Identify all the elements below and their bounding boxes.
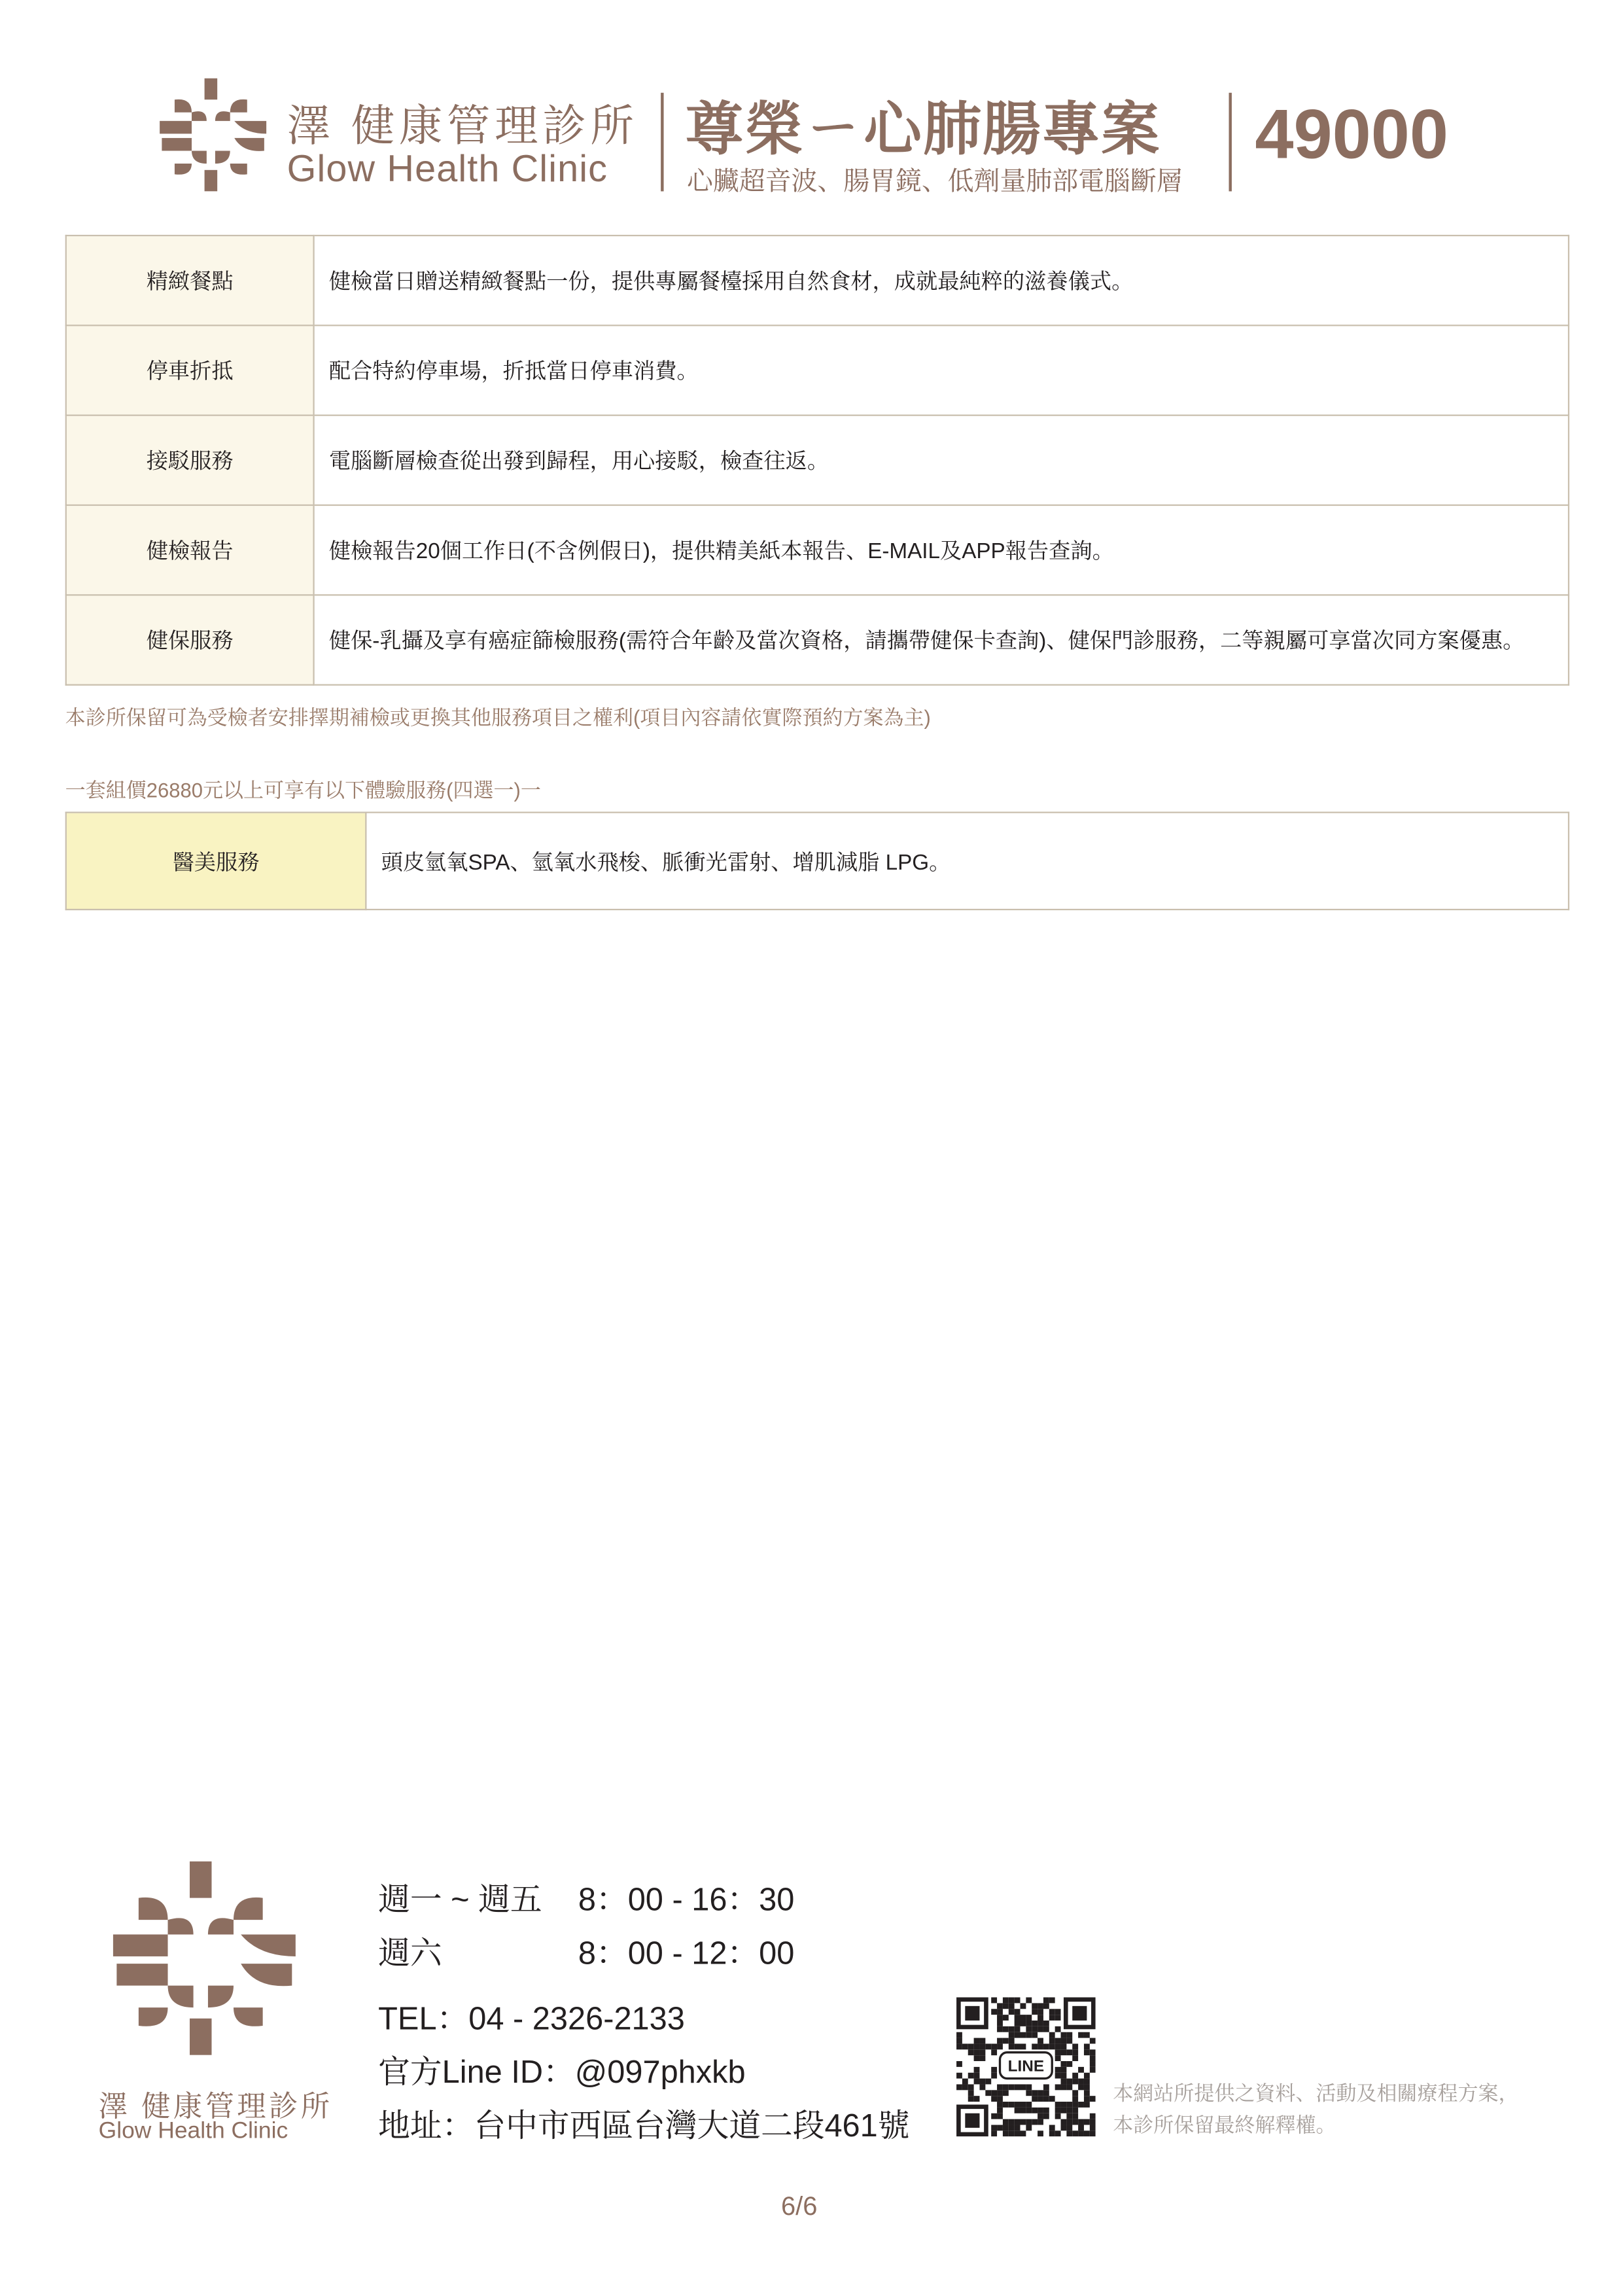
glow-clinic-logo-icon	[113, 1858, 296, 2058]
service-description: 健保-乳攝及享有癌症篩檢服務(需符合年齡及當次資格，請攜帶健保卡查詢)、健保門診服務，二等親屬可享當次同方案優惠。	[314, 595, 1569, 684]
service-label: 健檢報告	[66, 505, 314, 595]
footer-clinic-name-en: Glow Health Clinic	[98, 2119, 288, 2144]
table-row	[66, 325, 1569, 415]
table-row	[66, 236, 1569, 325]
clinic-name-en: Glow Health Clinic	[287, 146, 608, 190]
service-description: 頭皮氫氧SPA、氫氧水飛梭、脈衝光雷射、增肌減脂 LPG。	[366, 813, 1569, 910]
service-description: 健檢當日贈送精緻餐點一份，提供專屬餐檯採用自然食材，成就最純粹的滋養儀式。	[314, 236, 1569, 325]
line-qr-code-icon[interactable]	[956, 1998, 1096, 2137]
clinic-address: 地址：台中市西區台灣大道二段461號	[378, 2107, 910, 2144]
hours-time-weekday: 8：00 - 16：30	[578, 1881, 795, 1918]
table-row	[66, 595, 1569, 684]
service-description: 電腦斷層檢查從出發到歸程，用心接駁，檢查往返。	[314, 415, 1569, 505]
page-number: 6/6	[780, 2191, 818, 2221]
service-description: 健檢報告20個工作日(不含例假日)，提供精美紙本報告、E-MAIL及APP報告查詢。	[314, 505, 1569, 595]
service-label: 醫美服務	[66, 813, 366, 910]
plan-price: 49000	[1255, 97, 1449, 174]
service-label: 接駁服務	[66, 415, 314, 505]
service-label: 精緻餐點	[66, 236, 314, 325]
header-divider	[661, 93, 663, 192]
footer-clinic-name-zh: 澤 健康管理診所	[98, 2091, 333, 2124]
header-divider	[1229, 93, 1231, 192]
service-label: 停車折抵	[66, 325, 314, 415]
glow-clinic-logo-icon	[160, 79, 267, 192]
bundle-heading: 一套組價26880元以上可享有以下體驗服務(四選一)一	[65, 778, 541, 802]
plan-title: 尊榮ㄧ心肺腸專案	[685, 98, 1161, 163]
plan-subtitle: 心臟超音波、腸胃鏡、低劑量肺部電腦斷層	[687, 166, 1183, 196]
clinic-phone: TEL：04 - 2326-2133	[378, 2000, 685, 2037]
experience-services-table	[65, 812, 1569, 911]
reservation-note: 本診所保留可為受檢者安排擇期補檢或更換其他服務項目之權利(項目內容請依實際預約方案為主)	[65, 705, 931, 730]
service-description: 配合特約停車場，折抵當日停車消費。	[314, 325, 1569, 415]
table-row	[66, 813, 1569, 910]
disclaimer-line: 本診所保留最終解釋權。	[1113, 2113, 1336, 2137]
table-row	[66, 415, 1569, 505]
hours-day-weekday: 週一 ~ 週五	[378, 1881, 542, 1918]
table-row	[66, 505, 1569, 595]
qr-line-label: LINE	[1007, 2057, 1045, 2075]
services-table	[65, 235, 1569, 686]
hours-day-saturday: 週六	[378, 1935, 442, 1971]
service-label: 健保服務	[66, 595, 314, 684]
hours-time-saturday: 8：00 - 12：00	[578, 1935, 795, 1971]
line-id: 官方Line ID：@097phxkb	[378, 2053, 746, 2091]
disclaimer-line: 本網站所提供之資料、活動及相關療程方案，	[1113, 2081, 1519, 2105]
clinic-name-zh: 澤 健康管理診所	[287, 103, 638, 151]
